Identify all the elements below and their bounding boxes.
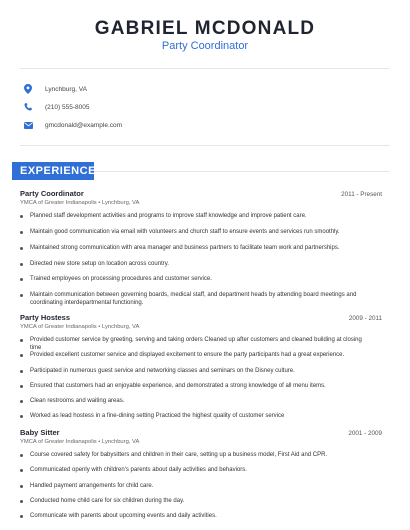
list-item	[20, 244, 365, 252]
candidate-title: Party Coordinator	[161, 40, 249, 52]
bullet-text: Communicated openly with children's parents about daily activities and behaviors.	[30, 467, 247, 473]
list-item	[20, 351, 365, 359]
header-divider	[20, 68, 390, 69]
list-item	[20, 367, 365, 375]
contact-phone	[20, 100, 390, 114]
list-item	[20, 466, 365, 474]
job-organization: YMCA of Greater Indianapolis • Lynchburg, VA	[20, 439, 140, 445]
bullet-text: Participated in numerous guest service and networking classes and seminars on the Disney culture.	[30, 368, 295, 374]
phone-icon	[23, 102, 33, 112]
list-item	[20, 451, 365, 459]
bullet-text: Provided excellent customer service and displayed excitement to ensure the party participants had a great experience.	[30, 352, 345, 358]
job-title: Baby Sitter	[20, 428, 60, 437]
bullet-text: Maintain good communication via email with volunteers and church staff to ensure events and services run smoothly.	[30, 229, 340, 235]
bullet-text: Worked as lead hostess in a fine-dining setting Practiced the highest quality of customer service	[30, 413, 285, 419]
job-organization: YMCA of Greater Indianapolis • Lynchburg, VA	[20, 324, 140, 330]
section-heading-experience: EXPERIENCE	[20, 165, 96, 177]
bullet-text: Ensured that customers had an enjoyable experience, and demonstrated a strong knowledge of all menu items.	[30, 383, 326, 389]
list-item	[20, 497, 365, 505]
email-icon	[23, 120, 33, 130]
bullet-dot	[20, 231, 23, 234]
section-heading-rule	[94, 171, 390, 172]
candidate-name: GABRIEL MCDONALD	[94, 18, 316, 39]
job-dates: 2011 - Present	[341, 191, 382, 198]
list-item	[20, 412, 365, 420]
bullet-dot	[20, 415, 23, 418]
bullet-text: Directed new store setup on location across country.	[30, 261, 169, 267]
list-item	[20, 382, 365, 390]
bullet-dot	[20, 469, 23, 472]
contact-divider	[20, 145, 390, 146]
list-item	[20, 260, 365, 268]
bullet-dot	[20, 247, 23, 250]
job-title: Party Hostess	[20, 313, 71, 322]
job-dates: 2001 - 2009	[348, 430, 382, 437]
bullet-dot	[20, 354, 23, 357]
contact-phone-text: (210) 555-8005	[45, 103, 90, 111]
bullet-dot	[20, 500, 23, 503]
contact-location	[20, 82, 390, 96]
location-pin-icon	[23, 84, 33, 94]
bullet-text: Planned staff development activities and programs to improve staff knowledge and improve patient care.	[30, 213, 307, 219]
bullet-text: Provided customer service by greeting, serving and taking orders Cleaned up after customers and cleaned building at closing time	[30, 337, 362, 352]
job-organization: YMCA of Greater Indianapolis • Lynchburg, VA	[20, 200, 140, 206]
bullet-dot	[20, 515, 23, 518]
bullet-dot	[20, 263, 23, 266]
list-item	[20, 275, 365, 283]
bullet-dot	[20, 370, 23, 373]
contact-location-text: Lynchburg, VA	[45, 85, 87, 93]
bullet-dot	[20, 385, 23, 388]
list-item	[20, 212, 365, 220]
bullet-text: Maintain communication between governing boards, medical staff, and department heads by attending board meetings and coordinating interdepartmental functioning.	[30, 292, 357, 307]
bullet-text: Maintained strong communication with area manager and business partners to facilitate team work and partnerships.	[30, 245, 340, 251]
bullet-text: Clean restrooms and waiting areas.	[30, 398, 125, 404]
bullet-text: Trained employees on processing procedures and customer service.	[30, 276, 212, 282]
bullet-dot	[20, 294, 23, 297]
list-item	[20, 512, 365, 520]
list-item	[20, 291, 365, 308]
bullet-text: Handled payment arrangements for child care.	[30, 483, 154, 489]
bullet-dot	[20, 400, 23, 403]
bullet-dot	[20, 278, 23, 281]
bullet-text: Conducted home child care for six children during the day.	[30, 498, 185, 504]
bullet-dot	[20, 485, 23, 488]
list-item	[20, 482, 365, 490]
job-dates: 2009 - 2011	[348, 315, 382, 322]
bullet-text: Communicate with parents about upcoming events and daily activities.	[30, 513, 217, 519]
job-title: Party Coordinator	[20, 189, 84, 198]
bullet-dot	[20, 215, 23, 218]
bullet-text: Course covered safety for babysitters and children in their care, setting up a business model, First Aid and CPR.	[30, 452, 328, 458]
bullet-dot	[20, 339, 23, 342]
contact-email-text: gmcdonald@example.com	[45, 121, 123, 129]
list-item	[20, 228, 365, 236]
bullet-dot	[20, 454, 23, 457]
list-item	[20, 397, 365, 405]
contact-email	[20, 118, 390, 132]
